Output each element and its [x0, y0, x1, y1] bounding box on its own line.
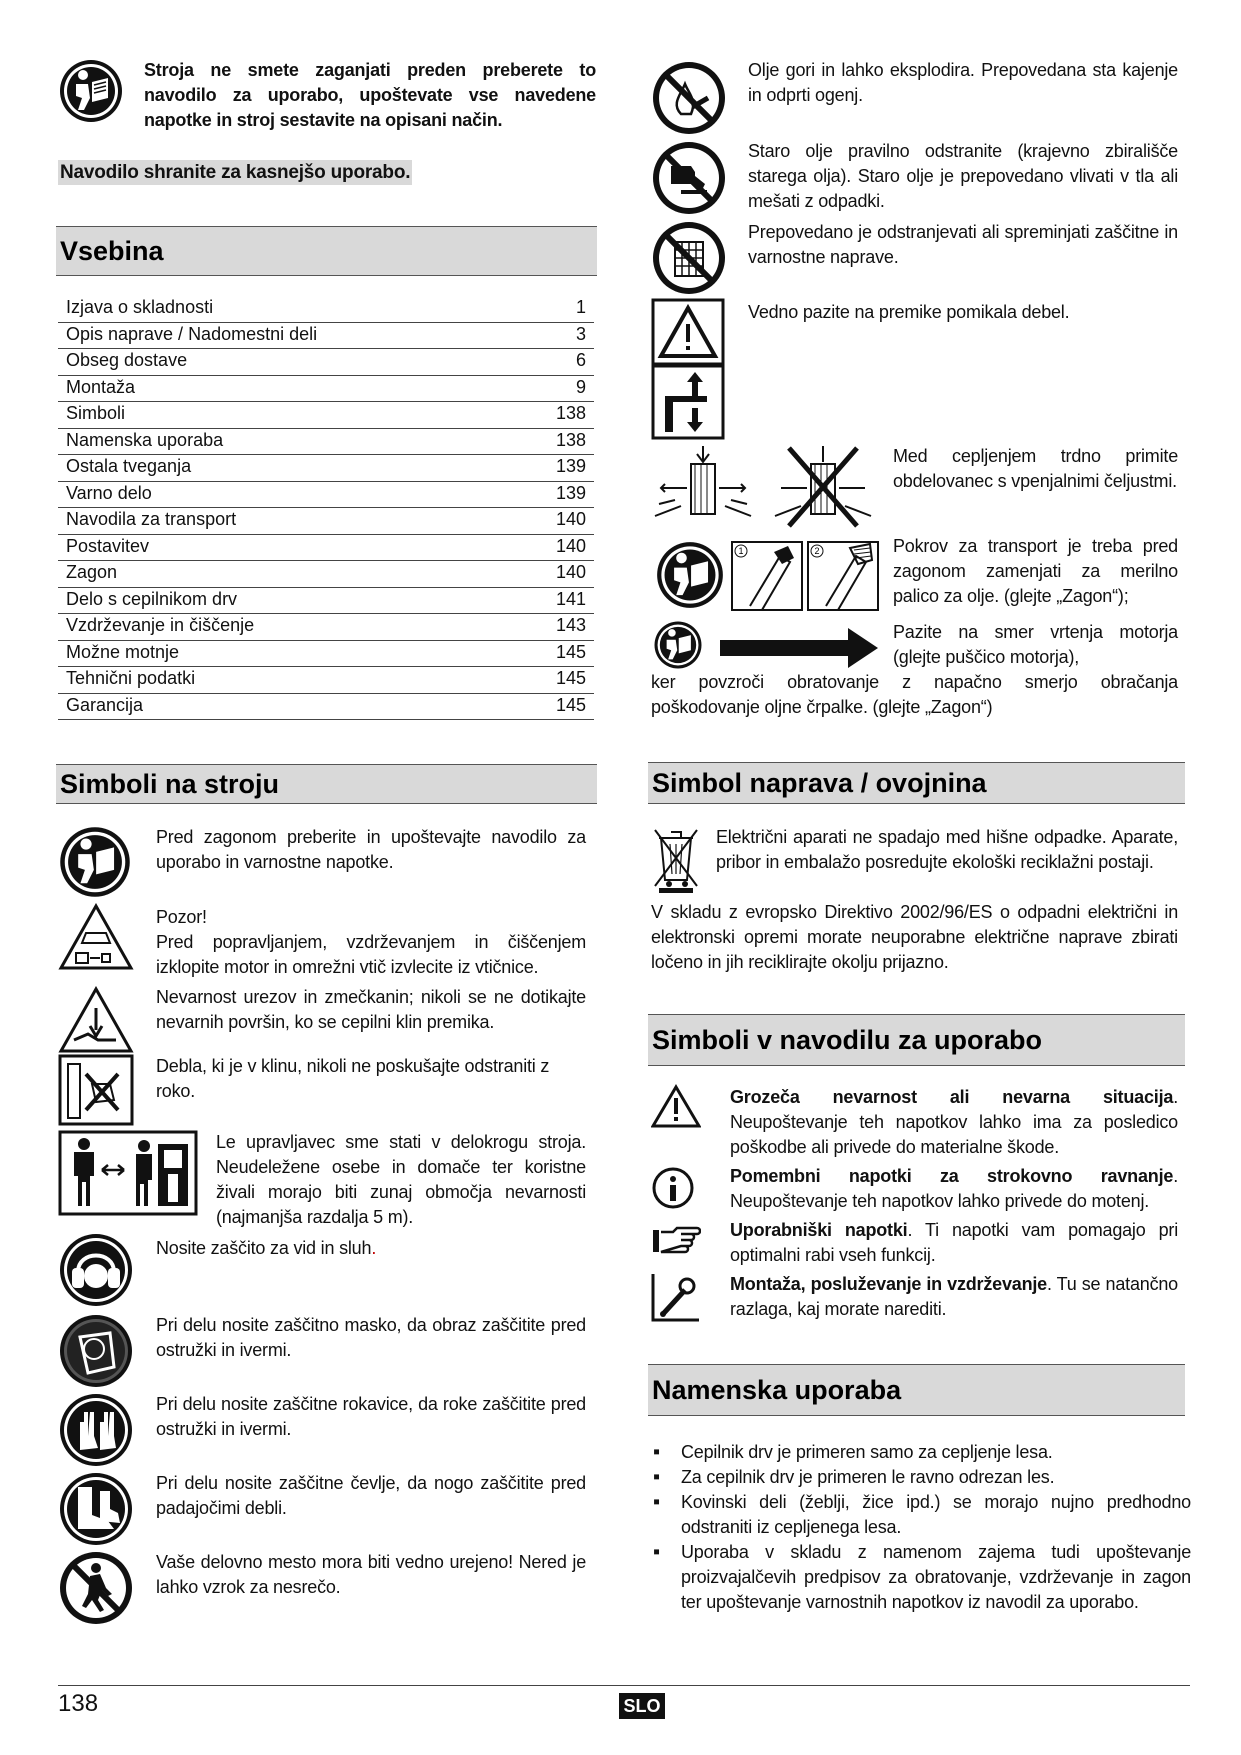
toc-label: Obseg dostave [66, 350, 188, 370]
rotation-direction-arrow-icon [720, 628, 878, 668]
weee-directive-text: V skladu z evropsko Direktivo 2002/96/ES o odpadni električni in elektronski opremi morate neuporabne električne naprave zbirati ločeno in jih reciklirajte okolju prijazno. [651, 902, 1178, 972]
language-badge: SLO [619, 1693, 665, 1719]
intended-use-header [648, 1364, 1185, 1416]
toc-label: Ostala tveganja [66, 456, 192, 476]
toc-label: Varno delo [66, 482, 152, 503]
gloves-text: Pri delu nosite zaščitne rokavice, da roke zaščitite pred ostružki in ivermi. [156, 1394, 586, 1439]
toc-page: 145 [555, 668, 586, 688]
toc-label: Vzdrževanje in čiščenje [66, 615, 255, 635]
toc-label: Zagon [66, 562, 118, 582]
tool-text [730, 1272, 1178, 1322]
tool-desc: Tu se natančno razlaga, kaj morate narediti. [730, 1274, 1178, 1319]
read-manual-icon [58, 58, 124, 124]
toc-label: Možne motnje [66, 641, 180, 662]
ram-movement-warning-icon [651, 298, 725, 440]
caution-title: Pozor! [156, 907, 207, 927]
keep-instructions [58, 160, 412, 185]
cut-hazard-icon [58, 986, 134, 1054]
no-guard-removal-icon [651, 220, 727, 296]
manual-symbols-header [648, 1014, 1185, 1066]
info-dot: . [1173, 1166, 1178, 1186]
cap-step-1-label: 1 [738, 546, 744, 556]
toc-row[interactable] [58, 455, 594, 482]
toc-row[interactable] [58, 561, 594, 588]
no-open-fire-icon [651, 60, 727, 136]
toc-label: Izjava o skladnosti [66, 297, 214, 317]
rotation-text-a: Pazite na smer vrtenja motorja (glejte puščico motorja), [893, 622, 1178, 667]
toc-page: 6 [575, 350, 586, 370]
toc-row[interactable] [58, 535, 594, 562]
eye-ear-label: Nosite zaščito za vid in sluh [156, 1238, 372, 1258]
no-oil-dumping-icon [651, 140, 727, 216]
mask-text: Pri delu nosite zaščitno masko, da obraz zaščitite pred ostružki in ivermi. [156, 1315, 586, 1360]
tool-dot: . [1046, 1274, 1052, 1294]
boots-text: Pri delu nosite zaščitne čevlje, da nogo zaščitite pred padajočimi debli. [156, 1473, 586, 1518]
toc-row[interactable] [58, 296, 594, 323]
toc-row[interactable] [58, 429, 594, 456]
toc-label: Namenska uporaba [66, 429, 224, 450]
intended-use-title: Namenska uporaba [652, 1375, 902, 1405]
toc-row[interactable] [58, 641, 594, 668]
ram-text: Vedno pazite na premike pomikala debel. [748, 302, 1070, 322]
toc-page: 139 [555, 456, 586, 476]
weee-crossed-bin-icon [651, 826, 701, 894]
toc-label: Simboli [66, 403, 126, 423]
toc-row[interactable] [58, 482, 594, 509]
toc-header [56, 226, 597, 276]
wrench-tool-icon [651, 1272, 701, 1322]
toc-label: Delo s cepilnikom drv [66, 588, 238, 609]
toc-label: Opis naprave / Nadomestni deli [66, 323, 318, 344]
no-hand-removal-icon [58, 1054, 134, 1126]
manual-symbols-title: Simboli v navodilu za uporabo [652, 1025, 1043, 1055]
hold-workpiece-text: Med cepljenjem trdno primite obdelovanec s vpenjalnimi čeljustmi. [893, 446, 1178, 491]
gloves-icon [58, 1392, 134, 1468]
toc-page: 141 [555, 588, 586, 609]
list-item: ▪ Cepilnik drv je primeren samo za cepljenje lesa. [651, 1440, 1191, 1465]
toc-row[interactable] [58, 323, 594, 350]
eye-ear-text [156, 1236, 586, 1261]
toc-page: 140 [555, 535, 586, 556]
list-item: ▪ Uporaba v skladu z namenom zajema tudi upoštevanje proizvajalčevih predpisov za obratovanje, vzdrževanje in zagon ter upoštevanje varnostnih napotkov iz navodil za uporabo. [651, 1540, 1191, 1615]
toc-row[interactable] [58, 694, 594, 721]
toc-row[interactable] [58, 508, 594, 535]
toc-row[interactable] [58, 402, 594, 429]
caution-text: Pred popravljanjem, vzdrževanjem in čiščenjem izklopite motor in omrežni vtič izvlecite iz vtičnice. [156, 932, 586, 977]
weee-text: Električni aparati ne spadajo med hišne odpadke. Aparate, pribor in embalažo posredujte ekološki reciklažni postaji. [716, 827, 1178, 872]
toc-page: 143 [555, 615, 586, 635]
eye-ear-dot: . [371, 1238, 377, 1258]
read-manual-text: Pred zagonom preberite in upoštevajte navodilo za uporabo in varnostne napotke. [156, 827, 586, 872]
table-of-contents [58, 296, 594, 720]
cut-hazard-text: Nevarnost urezov in zmečkanin; nikoli se ne dotikajte nevarnih površin, ko se cepilni klin premika. [156, 987, 586, 1032]
info-text [730, 1164, 1178, 1214]
safety-boots-icon [58, 1471, 134, 1547]
read-manual-icon [58, 825, 132, 899]
hint-dot: . [907, 1220, 913, 1240]
hint-bold: Uporabniški napotki [730, 1220, 908, 1240]
oil-fire-text: Olje gori in lahko eksplodira. Prepovedana sta kajenje in odprti ogenj. [748, 60, 1178, 105]
info-desc: Neupoštevanje teh napotkov lahko privede do motenj. [730, 1191, 1150, 1211]
device-packaging-title: Simbol naprava / ovojnina [652, 768, 987, 798]
transport-cap-text: Pokrov za transport je treba pred zagonom zamenjati za merilno palico za olje. (glejte „Zagon“); [893, 536, 1178, 606]
toc-page: 9 [575, 376, 586, 397]
toc-page: 138 [555, 403, 586, 423]
page-number: 138 [58, 1690, 99, 1717]
distance-text: Le upravljavec sme stati v delokrogu stroja. Neudeležene osebe in domače ter koristne živali morajo biti zunaj območja nevarnosti (najmanjša razdalja 5 m). [216, 1132, 586, 1227]
jammed-trunk-text: Debla, ki je v klinu, nikoli ne poskušajte odstraniti z roko. [156, 1056, 550, 1101]
caution-unplug-icon [58, 903, 134, 971]
danger-dot: . [1173, 1087, 1178, 1107]
danger-desc: Neupoštevanje teh napotkov lahko ima za posledico poškodbe ali privede do materialne škode. [730, 1112, 1178, 1157]
toc-row[interactable] [58, 588, 594, 615]
no-clutter-icon [58, 1550, 134, 1626]
intended-use-list [651, 1440, 1191, 1615]
tidy-text: Vaše delovno mesto mora biti vedno urejeno! Nered je lahko vzrok za nesrečo. [156, 1552, 586, 1597]
toc-page: 3 [575, 323, 586, 344]
danger-bold: Grozeča nevarnost ali nevarna situacija [730, 1087, 1174, 1107]
toc-page: 1 [575, 297, 586, 317]
toc-label: Tehnični podatki [66, 668, 196, 688]
face-mask-icon [58, 1313, 134, 1389]
toc-page: 140 [555, 509, 586, 529]
device-packaging-header [648, 762, 1185, 804]
machine-symbols-header [56, 764, 597, 804]
tool-bold: Montaža, posluževanje in vzdrževanje [730, 1274, 1047, 1294]
no-remove-text: Prepovedano je odstranjevati ali spreminjati zaščitne in varnostne naprave. [748, 222, 1178, 267]
read-manual-icon [655, 540, 725, 610]
danger-warning-icon [651, 1084, 701, 1128]
toc-page: 139 [555, 482, 586, 503]
toc-row[interactable] [58, 349, 594, 376]
toc-page: 138 [555, 429, 586, 450]
toc-label: Montaža [66, 376, 136, 397]
list-item: ▪ Kovinski deli (žeblji, žice ipd.) se morajo nujno predhodno odstraniti iz cepljenega lesa. [651, 1490, 1191, 1540]
machine-symbols-title: Simboli na stroju [60, 769, 280, 799]
transport-cap-diagram [730, 540, 880, 612]
keep-distance-icon [58, 1130, 198, 1216]
intro-warning: Stroja ne smete zaganjati preden preberete to navodilo za uporabo, upoštevate vse navedene napotke in stroj sestavite na opisani način. [144, 60, 596, 130]
toc-row[interactable] [58, 667, 594, 694]
hint-desc: Ti napotki vam pomagajo pri optimalni rabi vseh funkcij. [730, 1220, 1178, 1265]
toc-label: Garancija [66, 694, 144, 715]
rotation-text-b: ker povzroči obratovanje z napačno smerjo obračanja poškodovanje oljne črpalke. (glejte „Zagon“) [651, 672, 1178, 717]
toc-row[interactable] [58, 614, 594, 641]
toc-page: 145 [555, 694, 586, 715]
info-bold: Pomembni napotki za strokovno ravnanje [730, 1166, 1174, 1186]
toc-row[interactable] [58, 376, 594, 403]
danger-text [730, 1085, 1178, 1160]
toc-label: Postavitev [66, 535, 150, 556]
footer-divider [58, 1685, 1190, 1686]
list-item: ▪ Za cepilnik drv je primeren le ravno odrezan les. [651, 1465, 1191, 1490]
info-icon [651, 1166, 695, 1210]
hint-text [730, 1218, 1178, 1268]
toc-label: Navodila za transport [66, 509, 237, 529]
eye-ear-protection-icon [58, 1232, 134, 1308]
read-manual-icon [653, 620, 703, 670]
keep-instructions-text: Navodilo shranite za kasnejšo uporabo. [60, 162, 411, 183]
toc-title: Vsebina [60, 236, 164, 266]
toc-page: 140 [555, 562, 586, 582]
toc-page: 145 [555, 641, 586, 662]
pointing-hand-icon [651, 1224, 701, 1256]
hold-workpiece-icon [651, 444, 877, 530]
cap-step-2-label: 2 [814, 546, 820, 556]
old-oil-text: Staro olje pravilno odstranite (krajevno zbirališče starega olja). Staro olje je prepovedano vlivati v tla ali mešati z odpadki. [748, 141, 1178, 211]
